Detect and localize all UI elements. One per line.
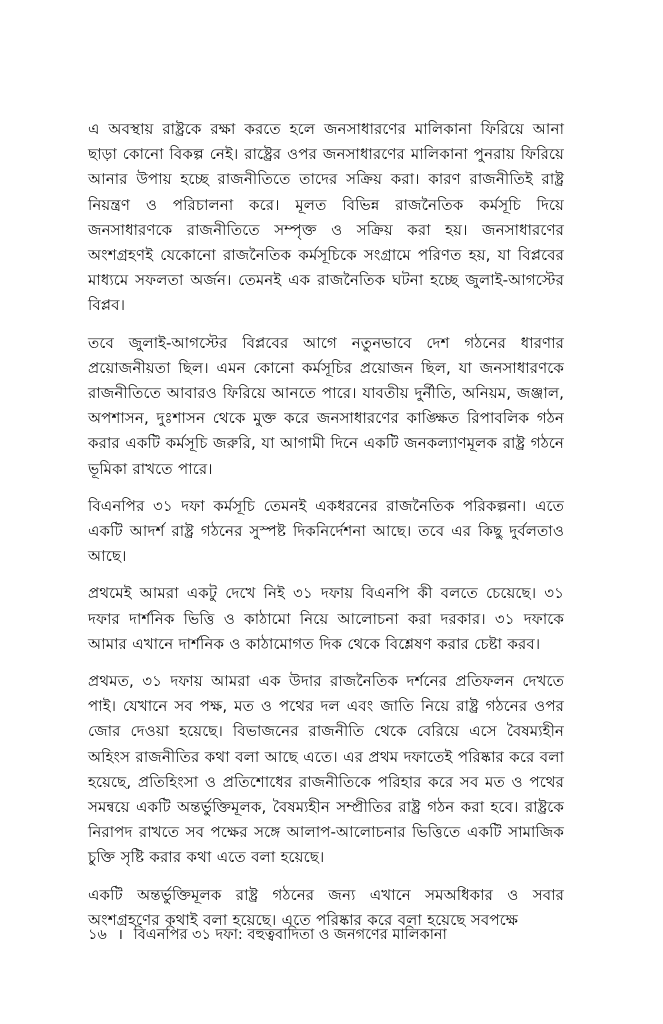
paragraph-1: এ অবস্থায় রাষ্ট্রকে রক্ষা করতে হলে জনসাধারণের মালিকানা ফিরিয়ে আনা ছাড়া কোনো বিকল্প নেই। রাষ্ট্রের ওপর জনসাধারণের মালিকানা পুনরায় ফিরিয়ে আনার উপায় হচ্ছে রাজনীতিতে তাদের সক্রিয় করা। কারণ রাজনীতিই রাষ্ট্র নিয়ন্ত্রণ ও পরিচালনা করে। মূলত বিভিন্ন রাজনৈতিক কর্মসূচি দিয়ে জনসাধারণকে রাজনীতিতে সম্পৃক্ত ও সক্রিয় করা হয়। জনসাধারণের অংশগ্রহণই যেকোনো রাজনৈতিক কর্মসূচিকে সংগ্রামে পরিণত হয়, যা বিপ্লবের মাধ্যমে সফলতা অর্জন। তেমনই এক রাজনৈতিক ঘটনা হচ্ছে জুলাই-আগস্টের বিপ্লব। bbox=[88, 120, 564, 315]
footer-separator: । bbox=[117, 927, 123, 943]
paragraph-6: একটি অন্তর্ভুক্তিমূলক রাষ্ট্র গঠনের জন্য এখানে সমঅধিকার ও সবার অংশগ্রহণের কথাই বলা হয়েছে। এতে পরিষ্কার করে বলা হয়েছে সবপক্ষে bbox=[88, 885, 564, 929]
page-number: ১৬ bbox=[88, 927, 107, 943]
running-title: বিএনপির ৩১ দফা: বহুত্ববাদিতা ও জনগণের মালিকানা bbox=[133, 927, 447, 943]
paragraph-4: প্রথমেই আমরা একটু দেখে নিই ৩১ দফায় বিএনপি কী বলতে চেয়েছে। ৩১ দফার দার্শনিক ভিত্তি ও কাঠামো নিয়ে আলোচনা করা দরকার। ৩১ দফাকে আমার এখানে দার্শনিক ও কাঠামোগত দিক থেকে বিশ্লেষণ করার চেষ্টা করব। bbox=[88, 584, 564, 653]
page-footer bbox=[88, 924, 564, 946]
body-text bbox=[88, 117, 564, 945]
paragraph-3: বিএনপির ৩১ দফা কর্মসূচি তেমনই একধরনের রাজনৈতিক পরিকল্পনা। এতে একটি আদর্শ রাষ্ট্র গঠনের সুস্পষ্ট দিকনির্দেশনা আছে। তবে এর কিছু দুর্বলতাও আছে। bbox=[88, 496, 564, 566]
paragraph-5: প্রথমত, ৩১ দফায় আমরা এক উদার রাজনৈতিক দর্শনের প্রতিফলন দেখতে পাই। যেখানে সব পক্ষ, মত ও পথের দল এবং জাতি নিয়ে রাষ্ট্র গঠনের ওপর জোর দেওয়া হয়েছে। বিভাজনের রাজনীতি থেকে বেরিয়ে এসে বৈষম্যহীন অহিংস রাজনীতির কথা বলা আছে এতে। এর প্রথম দফাতেই পরিষ্কার করে বলা হয়েছে, প্রতিহিংসা ও প্রতিশোধের রাজনীতিকে পরিহার করে সব মত ও পথের সমন্বয়ে একটি অন্তর্ভুক্তিমূলক, বৈষম্যহীন সম্প্রীতির রাষ্ট্র গঠন করা হবে। রাষ্ট্রকে নিরাপদ রাখতে সব পক্ষের সঙ্গে আলাপ-আলোচনার ভিত্তিতে একটি সামাজিক চুক্তি সৃষ্টি করার কথা এতে বলা হয়েছে। bbox=[88, 672, 564, 867]
paragraph-2: তবে জুলাই-আগস্টের বিপ্লবের আগে নতুনভাবে দেশ গঠনের ধারণার প্রয়োজনীয়তা ছিল। এমন কোনো কর্মসূচির প্রয়োজন ছিল, যা জনসাধারণকে রাজনীতিতে আবারও ফিরিয়ে আনতে পারে। যাবতীয় দুর্নীতি, অনিয়ম, জঞ্জাল, অপশাসন, দুঃশাসন থেকে মুক্ত করে জনসাধারণের কাঙ্ক্ষিত রিপাবলিক গঠন করার একটি কর্মসূচি জরুরি, যা আগামী দিনে একটি জনকল্যাণমূলক রাষ্ট্র গঠনে ভূমিকা রাখতে পারে। bbox=[88, 333, 564, 478]
